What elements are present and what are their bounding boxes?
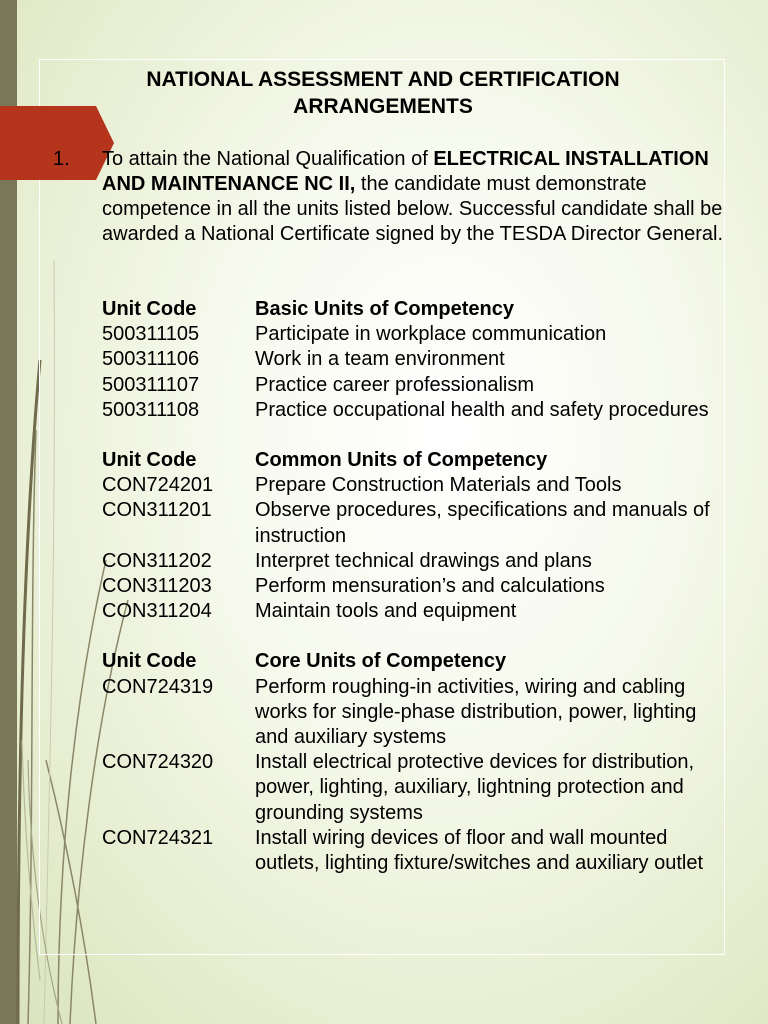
- intro-text-before: To attain the National Qualification of: [102, 148, 434, 170]
- item-number: 1.: [53, 148, 70, 170]
- section-title: Basic Units of Competency: [255, 298, 514, 320]
- unit-description: Maintain tools and equipment: [255, 600, 517, 623]
- unit-description: Participate in workplace communication: [255, 323, 607, 346]
- section-header-core: [102, 649, 725, 674]
- unit-code-header: Unit Code: [102, 298, 197, 320]
- unit-code: CON724319: [102, 675, 214, 698]
- unit-row: [102, 574, 725, 599]
- unit-description: Work in a team environment: [255, 348, 505, 371]
- section-header-common: [102, 448, 725, 473]
- unit-code: CON724321: [102, 826, 214, 849]
- unit-description: Perform roughing-in activities, wiring and cabling works for single-phase distribution, power, lighting and auxiliary systems: [255, 675, 697, 749]
- unit-row: [102, 549, 725, 574]
- unit-description: Observe procedures, specifications and manuals of instruction: [255, 499, 710, 547]
- unit-code: CON311201: [102, 499, 212, 522]
- unit-row: [102, 398, 725, 423]
- unit-row: [102, 347, 725, 372]
- unit-row: [102, 473, 725, 498]
- unit-code-header: Unit Code: [102, 650, 197, 673]
- unit-code: 500311105: [102, 323, 200, 346]
- unit-row: [102, 675, 725, 751]
- unit-description: Practice career professionalism: [255, 373, 534, 396]
- unit-row: [102, 322, 725, 347]
- unit-row: [102, 750, 725, 826]
- section-header-basic: [102, 297, 725, 322]
- unit-code: CON311204: [102, 600, 212, 623]
- unit-code: CON724320: [102, 751, 214, 774]
- unit-code: CON724201: [102, 474, 214, 497]
- section-spacer: [102, 423, 725, 448]
- unit-description: Interpret technical drawings and plans: [255, 549, 592, 572]
- section-spacer: [102, 624, 725, 649]
- section-title: Core Units of Competency: [255, 650, 507, 673]
- unit-code: CON311202: [102, 549, 212, 572]
- unit-description: Prepare Construction Materials and Tools: [255, 474, 622, 497]
- unit-description: Practice occupational health and safety procedures: [255, 398, 709, 421]
- page-title: NATIONAL ASSESSMENT AND CERTIFICATION ARRANGEMENTS: [146, 68, 620, 118]
- qualification-name: ELECTRICAL INSTALLATION AND MAINTENANCE NC II,: [102, 148, 709, 195]
- unit-code: 500311107: [102, 373, 200, 396]
- unit-description: Install electrical protective devices for distribution, power, lighting, auxiliary, lightning protection and grounding systems: [255, 751, 695, 824]
- intro-paragraph: [102, 147, 742, 247]
- unit-row: [102, 498, 725, 548]
- unit-row: [102, 599, 725, 624]
- unit-code: 500311106: [102, 348, 200, 371]
- units-of-competency: [102, 297, 725, 876]
- section-title: Common Units of Competency: [255, 449, 548, 472]
- unit-row: [102, 373, 725, 398]
- unit-description: Perform mensuration’s and calculations: [255, 575, 605, 598]
- unit-row: [102, 826, 725, 876]
- intro-text-after: the candidate must demonstrate competence in all the units listed below. Successful candidate shall be awarded a National Certificate signed by the TESDA Director General.: [102, 173, 724, 245]
- unit-description: Install wiring devices of floor and wall mounted outlets, lighting fixture/switches and auxiliary outlet: [255, 826, 704, 875]
- unit-code-header: Unit Code: [102, 449, 197, 472]
- unit-code: 500311108: [102, 398, 200, 421]
- unit-code: CON311203: [102, 575, 212, 598]
